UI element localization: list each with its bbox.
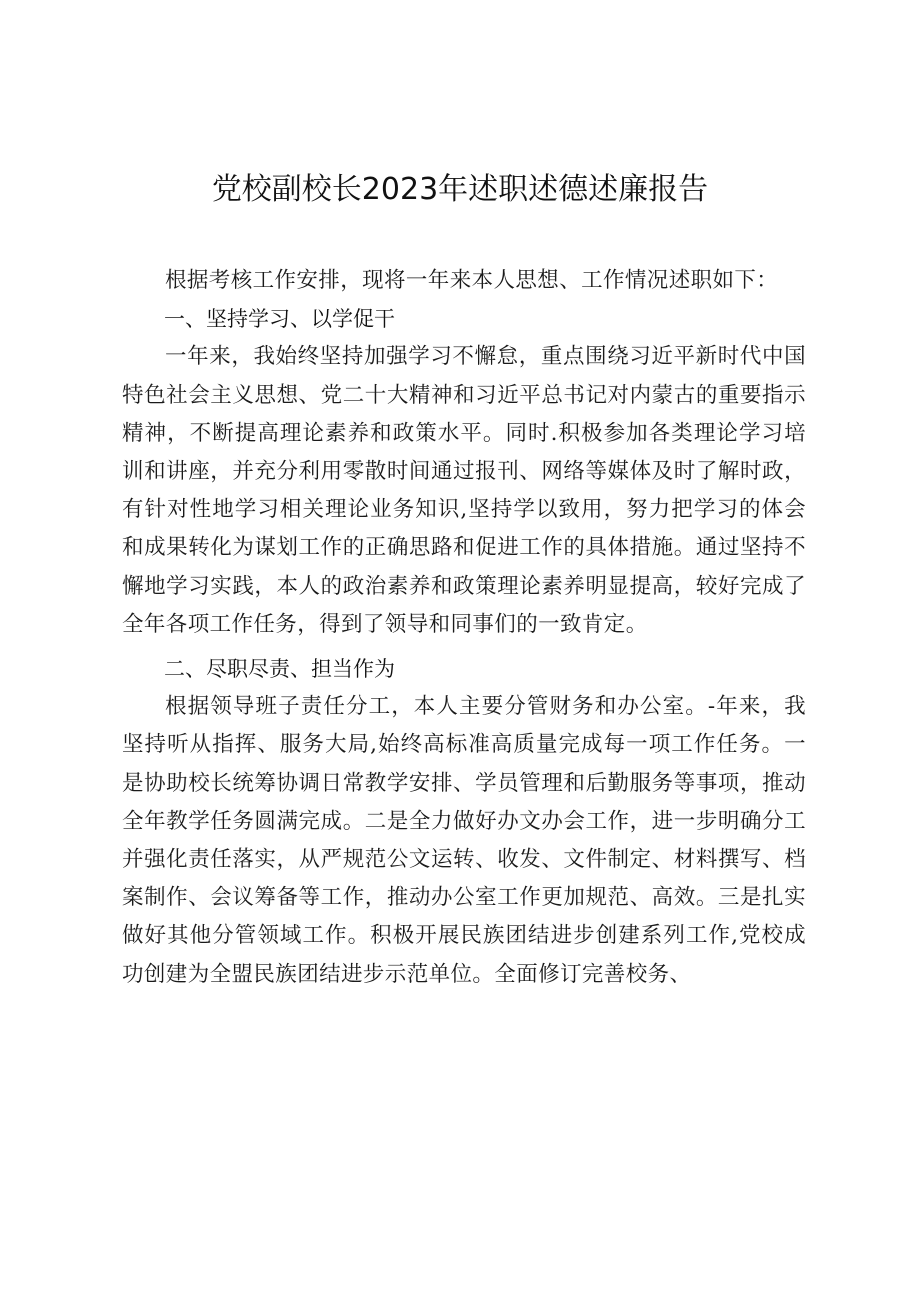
document-title: 党校副校长2023年述职述德述廉报告 — [211, 172, 709, 207]
section-1-heading: 一、坚持学习、以学促干 — [164, 307, 395, 332]
document-body — [122, 262, 806, 994]
section-1-paragraph: 一年来，我始终坚持加强学习不懈怠，重点围绕习近平新时代中国特色社会主义思想、党二十大精神和习近平总书记对内蒙古的重要指示精神，不断提高理论素养和政策水平。同时.积极参加各类理论学习培训和讲座，并充分利用零散时间通过报刊、网络等媒体及时了解时政，有针对性地学习相关理论业务知识,坚持学以致用，努力把学习的体会和成果转化为谋划工作的正确思路和促进工作的具体措施。通过坚持不懈地学习实践，本人的政治素养和政策理论素养明显提高，较好完成了全年各项工作任务，得到了领导和同事们的一致肯定。 — [122, 344, 806, 637]
intro-paragraph: 根据考核工作安排，现将一年来本人思想、工作情况述职如下： — [165, 268, 779, 293]
section-2-heading: 二、尽职尽责、担当作为 — [164, 657, 395, 682]
section-2-paragraph: 根据领导班子责任分工，本人主要分管财务和办公室。-年来，我坚持听从指挥、服务大局,始终高标准高质量完成每一项工作任务。一是协助校长统筹协调日常教学安排、学员管理和后勤服务等事项，推动全年教学任务圆满完成。二是全力做好办文办会工作，进一步明确分工并强化责任落实，从严规范公文运转、收发、文件制定、材料撰写、档案制作、会议筹备等工作，推动办公室工作更加规范、高效。三是扎实做好其他分管领域工作。积极开展民族团结进步创建系列工作,党校成功创建为全盟民族团结进步示范单位。全面修订完善校务、 — [122, 694, 806, 987]
